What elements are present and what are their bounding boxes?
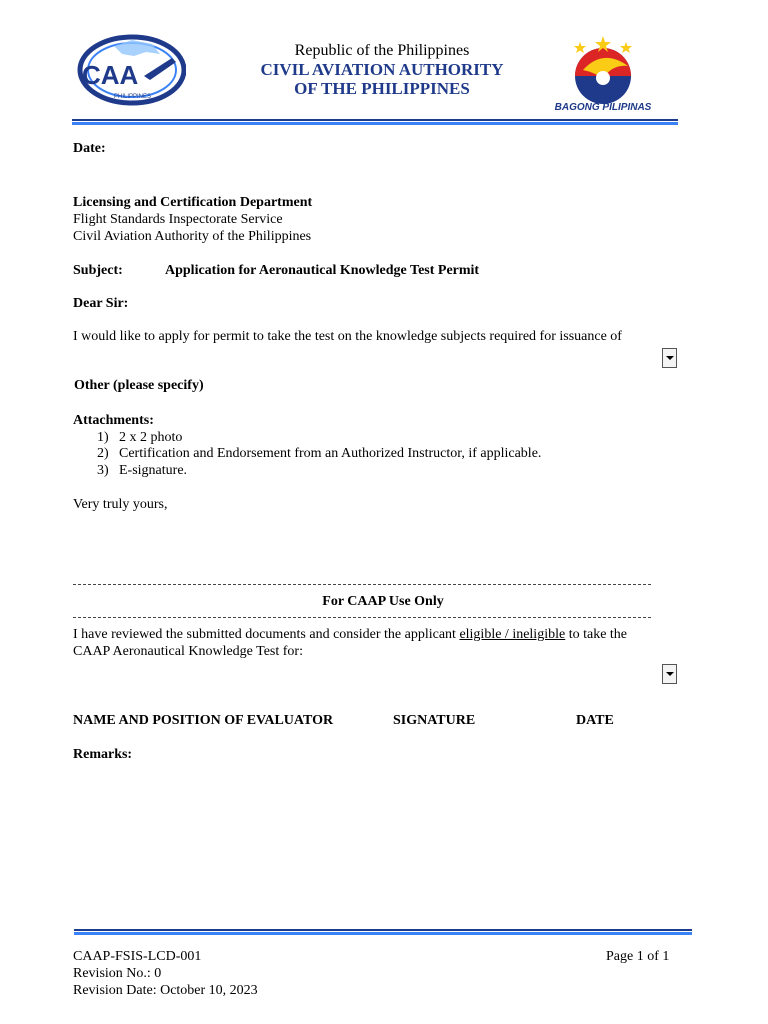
- signature-column-label: SIGNATURE: [393, 713, 476, 728]
- attachment-number: 2): [97, 446, 109, 461]
- dashed-divider: [73, 584, 651, 585]
- salutation: Dear Sir:: [73, 296, 129, 311]
- header-agency-line1: CIVIL AVIATION AUTHORITY: [260, 60, 504, 79]
- review-statement: [73, 626, 627, 643]
- addressee-service: Flight Standards Inspectorate Service: [73, 212, 283, 227]
- date-column-label: DATE: [576, 713, 614, 728]
- date-label: Date:: [73, 141, 106, 156]
- caap-section-title: For CAAP Use Only: [322, 594, 444, 609]
- subject-text: Application for Aeronautical Knowledge Test Permit: [165, 263, 480, 278]
- addressee-department: Licensing and Certification Department: [73, 195, 313, 210]
- dashed-divider: [73, 617, 651, 618]
- revision-date: Revision Date: October 10, 2023: [73, 983, 258, 998]
- header-agency-line2: OF THE PHILIPPINES: [294, 79, 470, 98]
- review-text-part2: to take the: [568, 627, 628, 642]
- attachment-item: 2 x 2 photo: [119, 430, 183, 445]
- revision-number: Revision No.: 0: [73, 966, 162, 981]
- header-republic: Republic of the Philippines: [294, 42, 470, 59]
- chevron-down-icon: [666, 672, 674, 676]
- caa-logo: [74, 32, 186, 110]
- addressee-agency: Civil Aviation Authority of the Philippines: [73, 229, 312, 244]
- intro-paragraph: I would like to apply for permit to take the test on the knowledge subjects required for issuance of: [73, 329, 622, 344]
- evaluator-column-label: NAME AND POSITION OF EVALUATOR: [73, 713, 334, 728]
- closing: Very truly yours,: [73, 497, 168, 512]
- test-type-dropdown[interactable]: [662, 664, 677, 684]
- remarks-label: Remarks:: [73, 747, 133, 762]
- review-text-part1: I have reviewed the submitted documents and consider the applicant: [73, 627, 456, 642]
- attachment-item: Certification and Endorsement from an Authorized Instructor, if applicable.: [119, 446, 542, 461]
- attachment-number: 1): [97, 430, 109, 445]
- review-statement-line2: CAAP Aeronautical Knowledge Test for:: [73, 644, 303, 659]
- other-specify-label: Other (please specify): [74, 378, 204, 393]
- footer-divider: [74, 929, 692, 935]
- caa-logo-text: CAA: [82, 60, 139, 90]
- attachment-number: 3): [97, 463, 109, 478]
- eligibility-option: eligible / ineligible: [459, 627, 566, 642]
- document-code: CAAP-FSIS-LCD-001: [73, 949, 202, 964]
- page-number: Page 1 of 1: [606, 949, 670, 964]
- chevron-down-icon: [666, 356, 674, 360]
- header-divider: [72, 119, 678, 125]
- caa-logo-subtext: PHILIPPINES: [114, 94, 152, 100]
- attachment-item: E-signature.: [119, 463, 188, 478]
- bagong-pilipinas-label: BAGONG PILIPINAS: [554, 102, 652, 113]
- license-type-dropdown[interactable]: [662, 348, 677, 368]
- subject-label: Subject:: [73, 263, 123, 278]
- attachments-label: Attachments:: [73, 413, 154, 428]
